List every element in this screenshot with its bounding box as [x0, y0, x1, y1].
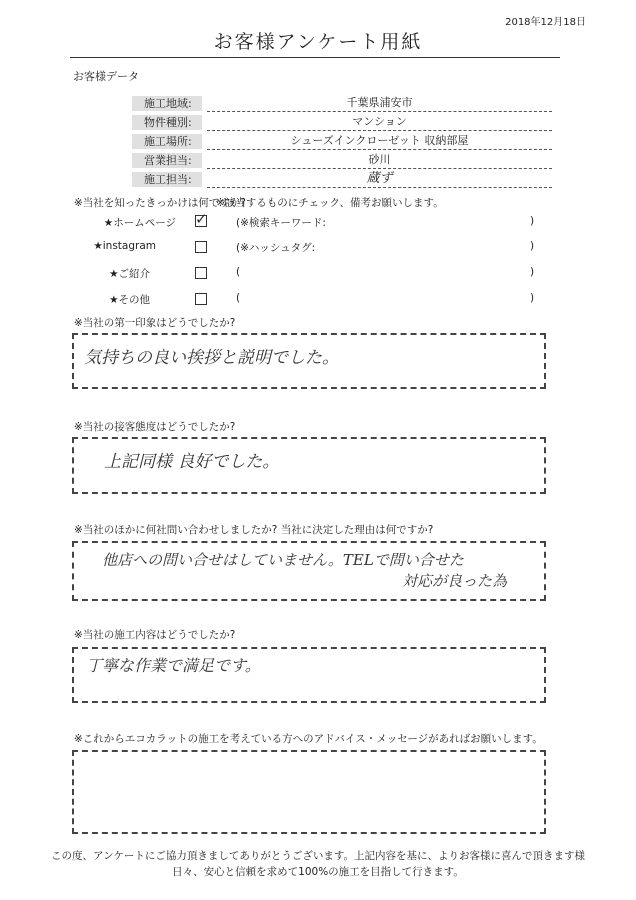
option-close-paren: ) [530, 215, 535, 227]
checkbox-instagram[interactable] [195, 241, 207, 253]
row-value-handwritten: 蔵ず [207, 171, 552, 188]
q2-question: ※当社の第一印象はどうでしたか? [74, 317, 236, 329]
checkbox-other[interactable] [195, 293, 207, 305]
survey-date: 2018年12月18日 [505, 17, 586, 28]
title-underline [70, 57, 560, 58]
row-value: シューズインクローゼット 収納部屋 [207, 133, 552, 150]
q1-instruction: ※該当するものにチェック、備考お願いします。 [216, 197, 444, 209]
q6-answer-box[interactable] [72, 750, 546, 834]
q4-answer-box[interactable] [72, 541, 546, 601]
option-note-instagram: (※ハッシュタグ: [236, 242, 316, 254]
option-label-referral: ★ご紹介 [109, 268, 150, 280]
q2-answer: 気持ちの良い挨拶と説明でした。 [84, 348, 339, 368]
row-label: 施工地域: [132, 96, 202, 111]
q6-question: ※これからエコカラットの施工を考えている方へのアドバイス・メッセージがあればお願いします。 [74, 733, 543, 745]
q3-answer-box[interactable] [72, 437, 546, 494]
option-close-paren: ) [530, 266, 535, 278]
footer-line-1: この度、アンケートにご協力頂きましてありがとうございます。上記内容を基に、よりお客様に喜んで頂きます様 [50, 850, 586, 862]
customer-section-heading: お客様データ [73, 70, 139, 83]
q5-answer: 丁寧な作業で満足です。 [86, 656, 261, 675]
page-title: お客様アンケート用紙 [213, 31, 423, 53]
option-note-other: ( [236, 292, 241, 304]
option-label-homepage: ★ホームページ [103, 217, 176, 229]
row-value: マンション [207, 114, 552, 131]
option-close-paren: ) [530, 292, 535, 304]
row-label: 物件種別: [132, 115, 202, 130]
option-note-homepage: (※検索キーワード: [236, 217, 326, 229]
customer-row-location [132, 131, 552, 150]
checkbox-homepage[interactable] [195, 210, 208, 228]
checkbox-referral[interactable] [195, 267, 207, 279]
option-close-paren: ) [530, 240, 535, 252]
q4-answer-line1: 他店への問い合せはしていません。TELで問い合せた [102, 551, 464, 569]
option-note-referral: ( [236, 266, 241, 278]
option-label-other: ★その他 [109, 294, 150, 306]
row-label: 営業担当: [132, 153, 202, 168]
customer-row-installer [132, 169, 552, 188]
row-value: 砂川 [207, 152, 552, 169]
q5-question: ※当社の施工内容はどうでしたか? [74, 629, 236, 641]
q3-answer: 上記同様 良好でした。 [104, 452, 280, 472]
customer-data-table [132, 93, 552, 188]
option-label-instagram: ★instagram [93, 240, 156, 252]
customer-row-sales-rep [132, 150, 552, 169]
q1-question: ※当社を知ったきっかけは何ですか? [74, 197, 246, 209]
customer-row-property-type [132, 112, 552, 131]
q5-answer-box[interactable] [72, 647, 546, 703]
q4-answer-line2: 対応が良った為 [402, 572, 508, 590]
checkmark-icon: ✓ [195, 210, 208, 228]
row-value: 千葉県浦安市 [207, 95, 552, 112]
row-label: 施工場所: [132, 134, 202, 149]
q4-question: ※当社のほかに何社問い合わせしましたか? 当社に決定した理由は何ですか? [74, 524, 434, 536]
q2-answer-box[interactable] [72, 333, 546, 389]
q3-question: ※当社の接客態度はどうでしたか? [74, 421, 236, 433]
row-label: 施工担当: [132, 172, 202, 187]
footer-line-2: 日々、安心と信頼を求めて100%の施工を目指して行きます。 [172, 866, 464, 878]
customer-row-area [132, 93, 552, 112]
